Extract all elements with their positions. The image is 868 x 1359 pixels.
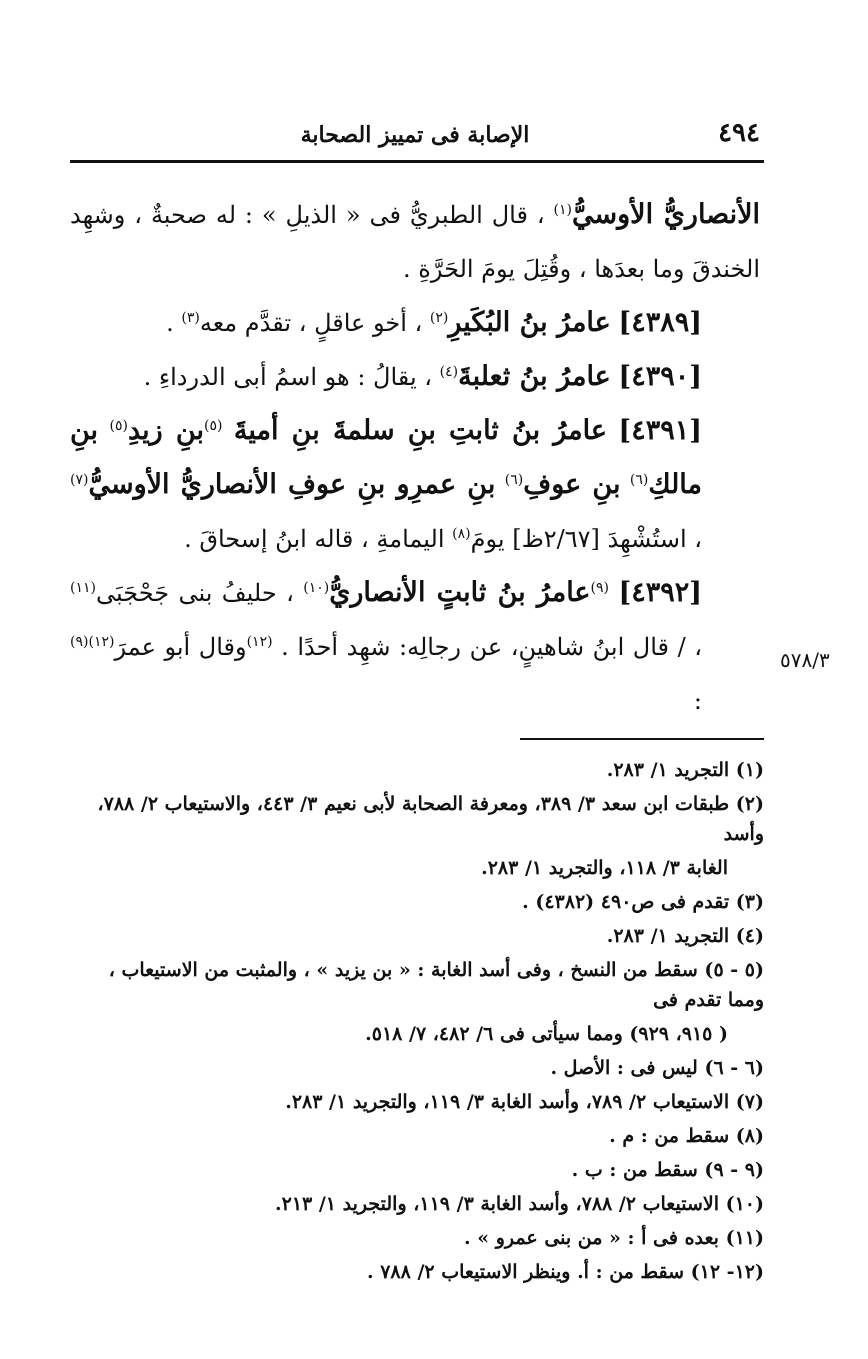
footnote-marker: (٥) — [109, 418, 128, 434]
footnote: (٩ - ٩) سقط من : ب . — [571, 1159, 764, 1181]
footnote-marker: (٢) — [429, 310, 449, 326]
entry-4391 — [70, 404, 760, 566]
entry-name: بنِ زيدِ — [127, 415, 204, 446]
entry-name: عامرُ بنُ ثابتٍ الأنصاريُّ — [329, 577, 591, 608]
entry-text: ، استُشْهِدَ [٢/٦٧ظ] يومَ — [470, 525, 702, 553]
footnote-marker: (٨) — [452, 526, 471, 542]
entry-name: عامرُ بنُ ثابتِ بنِ سلمةَ بنِ أميةَ — [233, 415, 607, 446]
footnote-marker: (٧) — [70, 472, 89, 488]
footnote: (٦ - ٦) ليس فى : الأصل . — [550, 1057, 764, 1079]
entry-name: بنِ عوفِ — [523, 469, 621, 500]
page-header — [70, 112, 760, 152]
footnote: (٤) التجريد ١/ ٢٨٣. — [606, 925, 764, 947]
footnote: (٥ - ٥) سقط من النسخ ، وفى أسد الغابة : « بن يزيد » ، والمثبت من الاستيعاب ، ومما تقدم فى — [108, 959, 764, 1011]
footnote: (١٠) الاستيعاب ٢/ ٧٨٨، وأسد الغابة ٣/ ١١٩، والتجريد ١/ ٢١٣. — [274, 1193, 764, 1215]
footnote-marker: (١٠) — [303, 580, 330, 596]
margin-reference: ٥٧٨/٣ — [780, 648, 830, 672]
footnote: (٧) الاستيعاب ٢/ ٧٨٩، وأسد الغابة ٣/ ١١٩، والتجريد ١/ ٢٨٣. — [285, 1091, 764, 1113]
page-number: ٤٩٤ — [718, 118, 760, 148]
paragraph-continuation — [70, 188, 760, 296]
entry-number: [٤٣٩٢] — [618, 577, 703, 608]
entry-name: بنِ مالكِ — [70, 415, 702, 500]
footnote-marker: (٤) — [439, 364, 459, 380]
footnote-marker: (١١) — [70, 580, 96, 596]
footnote: (١٢- ١٢) سقط من : أ. وينظر الاستيعاب ٢/ ٧٨٨ . — [366, 1261, 764, 1283]
footnote-marker: (٩) — [590, 580, 610, 596]
person-name: الأنصاريُّ الأوسيُّ — [572, 199, 760, 230]
footnote: (٢) طبقات ابن سعد ٣/ ٣٨٩، ومعرفة الصحابة لأبى نعيم ٣/ ٤٤٣، والاستيعاب ٢/ ٧٨٨، وأسد — [97, 793, 764, 845]
entry-end: : — [693, 687, 702, 715]
entry-text: وقال أبو عمرَ — [114, 633, 247, 661]
running-title: الإصابة فى تمييز الصحابة — [300, 122, 530, 148]
entry-number: [٤٣٩٠] — [618, 361, 702, 392]
entry-text: ، يقالُ : هو اسمُ أبى الدرداءِ . — [143, 363, 432, 391]
footnote-marker: (٦) — [504, 472, 524, 488]
footnote-marker: (١٢) — [246, 634, 273, 650]
main-text — [70, 188, 760, 728]
footnote: (١١) بعده فى أ : « من بنى عمرو » . — [464, 1227, 764, 1249]
entry-text: ، أخو عاقلٍ ، تقدَّم معه — [199, 309, 423, 337]
footnotes — [70, 755, 764, 1291]
entry-text: اليمامةِ ، قاله ابنُ إسحاقَ . — [184, 525, 445, 553]
footnote: (٣) تقدم فى ص٤٩٠ (٤٣٨٢) . — [522, 891, 764, 913]
footnote-marker: (٣) — [181, 310, 200, 326]
footnote-continuation: الغابة ٣/ ١١٨، والتجريد ١/ ٢٨٣. — [481, 857, 728, 879]
entry-4392 — [70, 566, 760, 728]
footnote: (٨) سقط من : م . — [609, 1125, 764, 1147]
entry-name: عامرُ بنُ ثعلبةَ — [458, 361, 611, 392]
footnote-marker: (٥) — [203, 418, 223, 434]
entry-end: . — [166, 309, 174, 337]
entry-4390 — [70, 350, 760, 404]
entry-text: ، / قال ابنُ شاهينٍ، عن رجالِه: شهِد أحدًا . — [281, 633, 702, 661]
entry-name: بنِ عمرِو بنِ عوفِ الأنصاريُّ الأوسيُّ — [88, 469, 496, 500]
footnote-continuation: ( ٩١٥، ٩٢٩) ومما سيأتى فى ٦/ ٤٨٢، ٧/ ٥١٨. — [365, 1023, 728, 1045]
footnote-marker: (١٢)(٩) — [70, 634, 115, 650]
entry-text: ، حليفُ بنى جَحْجَبَى — [95, 579, 294, 607]
entry-name: عامرُ بنُ البُكَيرِ — [448, 307, 611, 338]
header-rule — [70, 160, 764, 163]
footnote: (١) التجريد ١/ ٢٨٣. — [606, 759, 764, 781]
entry-number: [٤٣٨٩] — [618, 307, 702, 338]
footnote-marker: (١) — [553, 202, 573, 218]
footnote-rule — [520, 738, 764, 740]
footnote-marker: (٦) — [629, 472, 649, 488]
entry-4389 — [70, 296, 760, 350]
entry-number: [٤٣٩١] — [618, 415, 702, 446]
paragraph-text: ، قال الطبريُّ فى « الذيلِ » : له صحبةٌ ، وشهِد الخندقَ وما بعدَها ، وقُتِلَ يومَ الحَرَّةِ . — [70, 201, 760, 283]
